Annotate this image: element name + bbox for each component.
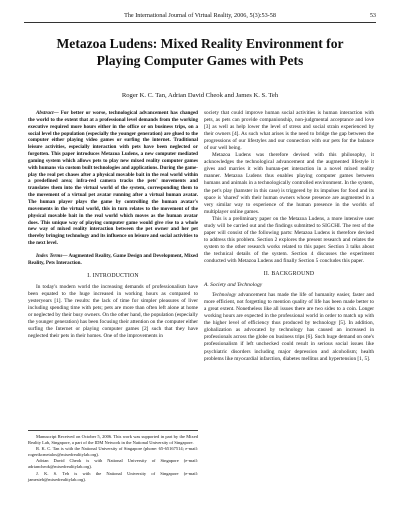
footnote-author-teh: J. K. S. Teh is with the National University of Singapore (e-mail: jamesteh@mixedrealitylab.org).	[28, 470, 198, 482]
intro-paragraph: In today's modern world the increasing demands of professionalism have been equated to the huge increased in working hours as compared to yesteryears [1]. The results: the lack of time for simpler pleasures of liver including spending time with pets; pets are more than often left alone at home or neglected by their busy owners. On the other hand, the population (especially the younger generation) has been focusing their attention on the computer either surfing the Internet or playing computer games [2] such that they have neglected their pets in their homes. One of the improvements in	[28, 283, 198, 339]
emphasis-text: Technology	[212, 292, 237, 299]
running-header	[24, 11, 376, 21]
body-paragraph: This is a preliminary paper on the Metazoa Ludens, a more intensive user study will be carried out and the findings submitted to SIGCHI. The rest of the paper will consist of the following parts: Metazoa Ludens is therefore devised to address this problem. Section 2 explores the present research and relates the system to the other research works related to this paper. Section 3 talks about the technical details of the system. Section 4 discusses the experiment conducted with Metazoa Ludens and finally Section 5 concludes this paper.	[204, 215, 374, 264]
header-rule	[24, 22, 376, 23]
page-number: 53	[369, 12, 376, 19]
abstract-label: Abstract	[36, 110, 54, 116]
author-list: Roger K. C. Tan, Adrian David Cheok and James K. S. Teh	[121, 92, 279, 99]
footnote-author-tan: R. K. C. Tan is with the National University of Singapore (phone: 65-65167514; e-mail: rogertkcmetalos@mixedrealitylab.org).	[28, 446, 198, 458]
section-heading-introduction: I. INTRODUCTION	[87, 272, 139, 279]
subsection-heading: A. Society and Technology	[204, 282, 263, 289]
footnote-manuscript: Manuscript Received on October 5, 2006. This work was supported in part by the Mixed Reality Lab, Singapore, a part of the IDM Network in the National University of Singapore.	[28, 434, 198, 446]
abstract-text: — For better or worse, technological advancement has changed the world to the extent that at a professional level demands from the working executive required more hours either in the office or on business trips, on a social level the population (especially the younger generation) are glued to the computer either playing video games or surfing the internet. Traditional leisure activities, especially interaction with pets have been neglected or forgotten. This paper introduces Metazoa Ludens, a new computer mediated gaming system which allows pets to play new mixed reality computer games with humans via custom built technologies and applications. During the game-play the real pet chases after a physical movable bait in the real world within a predefined area; infra-red camera tracks the pets' movements and translates them into the virtual world of the system, corresponding them to the movement of a virtual pet avatar running after a virtual human avatar. The human player plays the game by controlling the human avatar's movements in the virtual world, this in turn relates to the movement of the physical movable bait in the real world which moves as the human avatar does. This unique way of playing computer game would give rise to a whole new way of mixed reality interaction between the pet owner and her pet thereby bringing technology and its influence on leisure and social activities to the next level.	[28, 110, 198, 247]
index-terms-label: Index Terms	[36, 252, 63, 259]
body-paragraph	[204, 292, 374, 362]
paragraph-text: advancement has made the life of humanity easier, faster and more efficient, not forgetting to mention quality of life has been made better to a great extent. Nonetheless like all issues there are two sides to a coin. Longer working hours are expected in the professional world in order to match up with the higher level of efficiency thus produced by technology [5]. In addition, globalization as advocated by technology has caused an increased in professionals across the globe on business trips [6]. Such huge demand on one's professionalism if left unchecked could result in serious social issues like psychiatric disorders including major depression and alcoholism; health problems like myocardial infarction, diabetes mellitus and hypertension [1, 5].	[204, 292, 374, 362]
journal-citation: The International Journal of Virtual Reality, 2006, 5(3):53-58	[124, 12, 276, 19]
footnote-author-cheok: Adrian David Cheok is with National University of Singapore (e-mail: adriancheok@mixedrealitylab.org).	[28, 458, 198, 470]
index-terms	[28, 253, 198, 267]
section-heading-background: II. BACKGROUND	[263, 271, 315, 278]
index-terms-text: — Augmented Reality, Game Design and Development, Mixed Reality, Pets Interaction.	[28, 252, 198, 266]
body-paragraph: society that could improve human social activities is human interaction with pets, as pets can provide companionship, non-judgmental acceptance and love [3] as well as help lower the level of stress and social strain experienced by their owners [4]. As such what arises is the need to bridge the gap between the progressions of our lifestyles and our connection with our pets for the balance of our well being.	[204, 110, 374, 152]
abstract	[28, 110, 198, 247]
paper-title: Metazoa Ludens: Mixed Reality Environment for Playing Computer Games with Pets	[56, 36, 344, 68]
body-paragraph: Metazoa Ludens was therefore devised with this philosophy, it acknowledges the technological advancement and the augmented lifestyle it gives and marries it with human-pet interaction in a novel mixed reality manner. Metazoa Ludens thus enables playing computer games between humans and animals in a technologically controlled environment. In the system, the pet's play (hamster in this case) is triggered by its impulses for food and its space is 'shared' with their human owners whose presence are augmented in a very similar way to experience of the human presence in the worlds of multiplayer online games.	[204, 152, 374, 215]
left-column	[28, 110, 198, 340]
footnotes	[28, 430, 198, 483]
right-column	[204, 110, 374, 363]
